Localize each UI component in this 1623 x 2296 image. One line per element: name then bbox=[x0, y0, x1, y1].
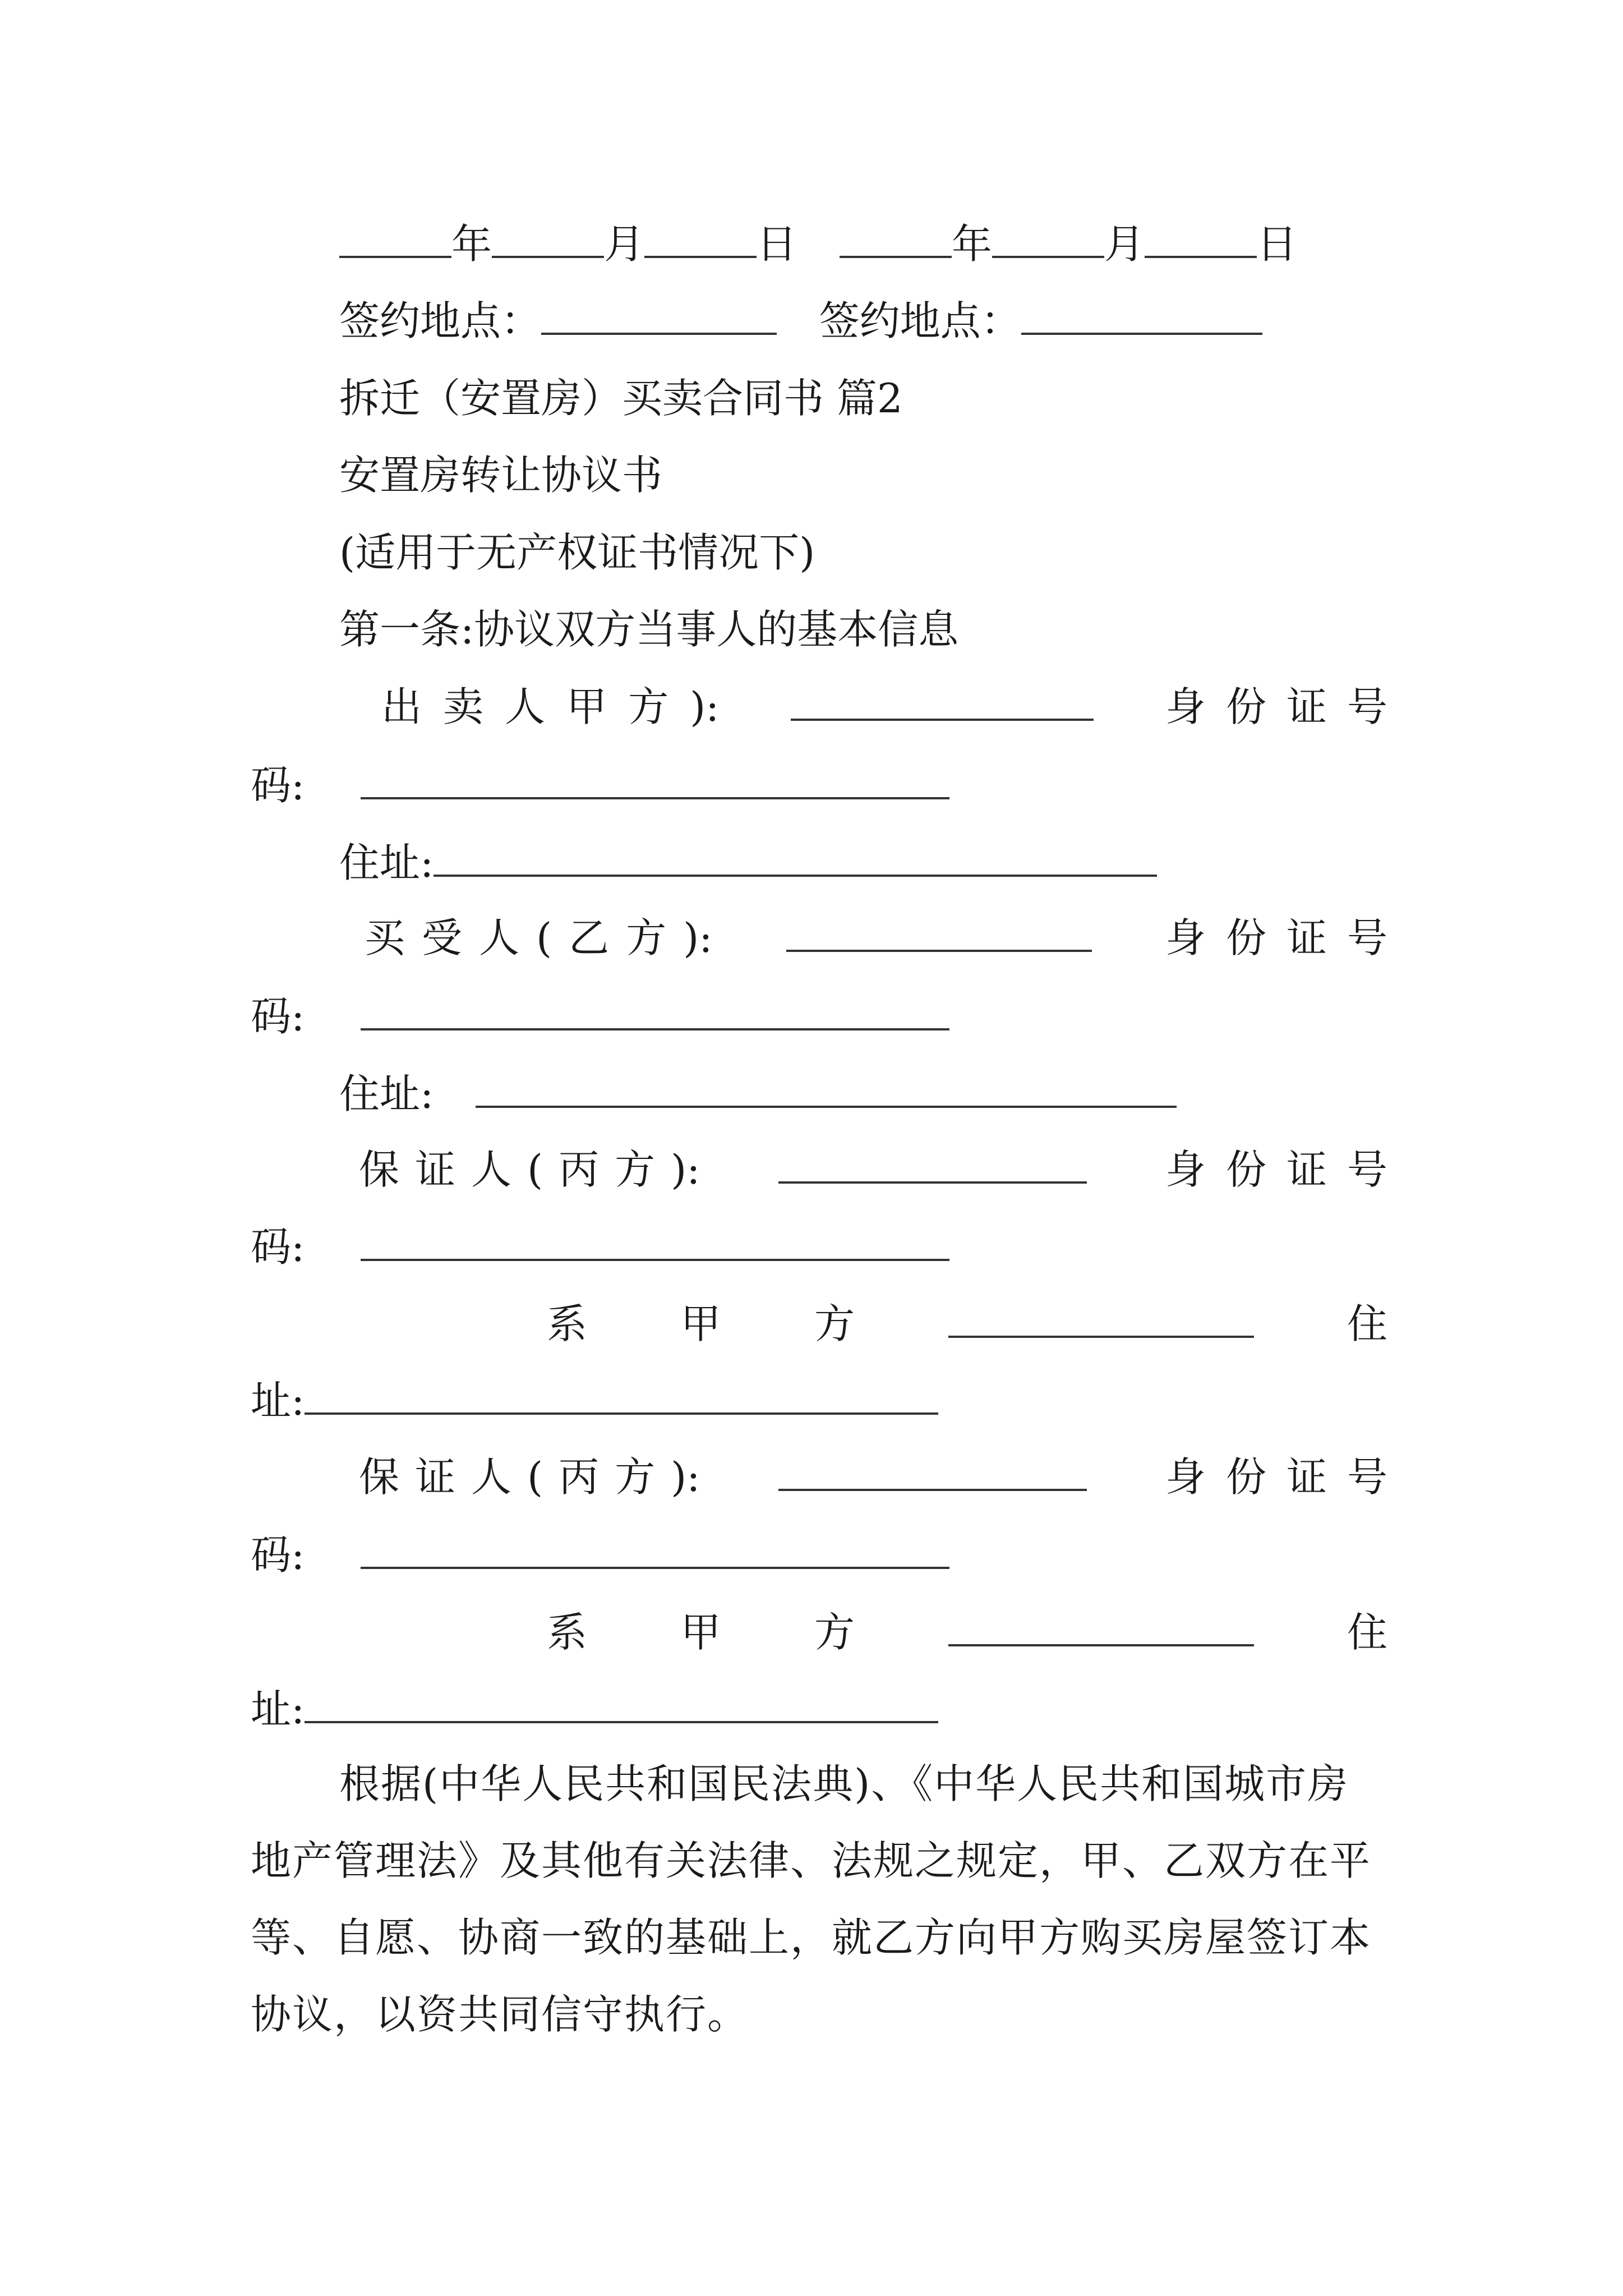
guarantor-2-relation-blank[interactable] bbox=[948, 1604, 1254, 1646]
guarantor-2-address-line bbox=[251, 1676, 1387, 1743]
address-zhu-2: 住 bbox=[1347, 1609, 1387, 1656]
guarantor-2-id-line bbox=[251, 1521, 1387, 1589]
year-blank-1[interactable] bbox=[339, 215, 451, 258]
relation-fang-2: 方 bbox=[814, 1609, 855, 1656]
relation-jia-2: 甲 bbox=[680, 1609, 721, 1656]
guarantor-2-name-blank[interactable] bbox=[778, 1448, 1087, 1491]
day-blank-2[interactable] bbox=[1145, 215, 1257, 258]
signing-place-line bbox=[339, 287, 1387, 355]
guarantor-1-zhi-label: 址: bbox=[251, 1377, 305, 1424]
guarantor-1-address-blank[interactable] bbox=[305, 1372, 938, 1415]
agreement-title: 安置房转让协议书 bbox=[339, 452, 663, 499]
year-blank-2[interactable] bbox=[840, 215, 952, 258]
guarantor-1-line bbox=[359, 1136, 1387, 1203]
relation-fang: 方 bbox=[814, 1300, 855, 1347]
preamble-paragraph: 根据(中华人民共和国民法典)、《中华人民共和国城市房地产管理法》及其他有关法律、法规之规定，甲、乙双方在平等、自愿、协商一致的基础上，就乙方向甲方购买房屋签订本协议，以资共同信守执行。 bbox=[251, 1760, 1372, 2038]
day-label-2: 日 bbox=[1256, 220, 1297, 268]
seller-name-blank[interactable] bbox=[791, 678, 1094, 721]
buyer-line bbox=[365, 904, 1387, 972]
guarantor-1-address-line bbox=[251, 1367, 1387, 1434]
seller-code-label: 码: bbox=[251, 762, 305, 809]
signing-place-label-2: 签约地点： bbox=[819, 297, 1021, 344]
day-blank-1[interactable] bbox=[644, 215, 757, 258]
guarantor-1-label: 保证人(丙方): bbox=[359, 1146, 700, 1193]
article-1-heading: 第一条:协议双方当事人的基本信息 bbox=[339, 606, 959, 653]
buyer-name-blank[interactable] bbox=[786, 909, 1092, 952]
seller-id-label: 身份证号 bbox=[1165, 683, 1387, 730]
guarantor-2-address-blank[interactable] bbox=[305, 1681, 938, 1723]
buyer-address-label: 住址: bbox=[339, 1070, 434, 1117]
signing-place-label-1: 签约地点： bbox=[339, 297, 542, 344]
year-label-2: 年 bbox=[951, 220, 992, 268]
seller-address-label: 住址: bbox=[339, 839, 434, 886]
contract-title: 拆迁（安置房）买卖合同书 篇2 bbox=[339, 375, 903, 422]
buyer-id-blank[interactable] bbox=[361, 988, 949, 1030]
signature-date-line bbox=[339, 210, 1387, 278]
guarantor-2-label: 保证人(丙方): bbox=[359, 1453, 700, 1501]
month-blank-1[interactable] bbox=[492, 215, 604, 258]
seller-address-blank[interactable] bbox=[434, 834, 1157, 877]
signing-place-blank-1[interactable] bbox=[541, 292, 777, 335]
buyer-address-line bbox=[339, 1060, 1387, 1128]
buyer-id-label: 身份证号 bbox=[1165, 914, 1387, 961]
guarantor-1-id-blank[interactable] bbox=[361, 1218, 949, 1261]
guarantor-1-relation-line bbox=[547, 1290, 1387, 1358]
applicability-note: (适用于无产权证书情况下) bbox=[339, 529, 815, 576]
guarantor-2-id-label: 身份证号 bbox=[1165, 1453, 1387, 1501]
year-label-1: 年 bbox=[451, 220, 492, 268]
guarantor-1-name-blank[interactable] bbox=[778, 1141, 1087, 1184]
seller-id-line bbox=[251, 752, 1387, 819]
guarantor-1-code-label: 码: bbox=[251, 1223, 305, 1271]
signing-place-blank-2[interactable] bbox=[1021, 292, 1262, 335]
relation-xi-2: 系 bbox=[547, 1609, 588, 1656]
seller-id-blank[interactable] bbox=[361, 757, 949, 799]
guarantor-2-code-label: 码: bbox=[251, 1531, 305, 1579]
guarantor-2-line bbox=[359, 1443, 1387, 1511]
seller-address-line bbox=[339, 829, 1387, 896]
guarantor-2-relation-line bbox=[547, 1599, 1387, 1666]
relation-jia: 甲 bbox=[680, 1300, 721, 1347]
buyer-label: 买受人(乙方): bbox=[365, 914, 713, 961]
relation-xi: 系 bbox=[547, 1300, 588, 1347]
guarantor-1-id-label: 身份证号 bbox=[1165, 1146, 1387, 1193]
buyer-address-blank[interactable] bbox=[476, 1065, 1177, 1108]
address-zhu: 住 bbox=[1347, 1300, 1387, 1347]
guarantor-1-relation-blank[interactable] bbox=[948, 1295, 1254, 1338]
buyer-code-label: 码: bbox=[251, 993, 305, 1040]
guarantor-2-id-blank[interactable] bbox=[361, 1526, 949, 1569]
day-label-1: 日 bbox=[757, 220, 797, 268]
seller-label: 出卖人甲方): bbox=[381, 683, 720, 730]
buyer-id-line bbox=[251, 983, 1387, 1050]
seller-line bbox=[381, 673, 1387, 740]
month-label-2: 月 bbox=[1104, 220, 1145, 268]
guarantor-2-zhi-label: 址: bbox=[251, 1686, 305, 1733]
month-blank-2[interactable] bbox=[992, 215, 1104, 258]
month-label-1: 月 bbox=[604, 220, 645, 268]
guarantor-1-id-line bbox=[251, 1213, 1387, 1281]
